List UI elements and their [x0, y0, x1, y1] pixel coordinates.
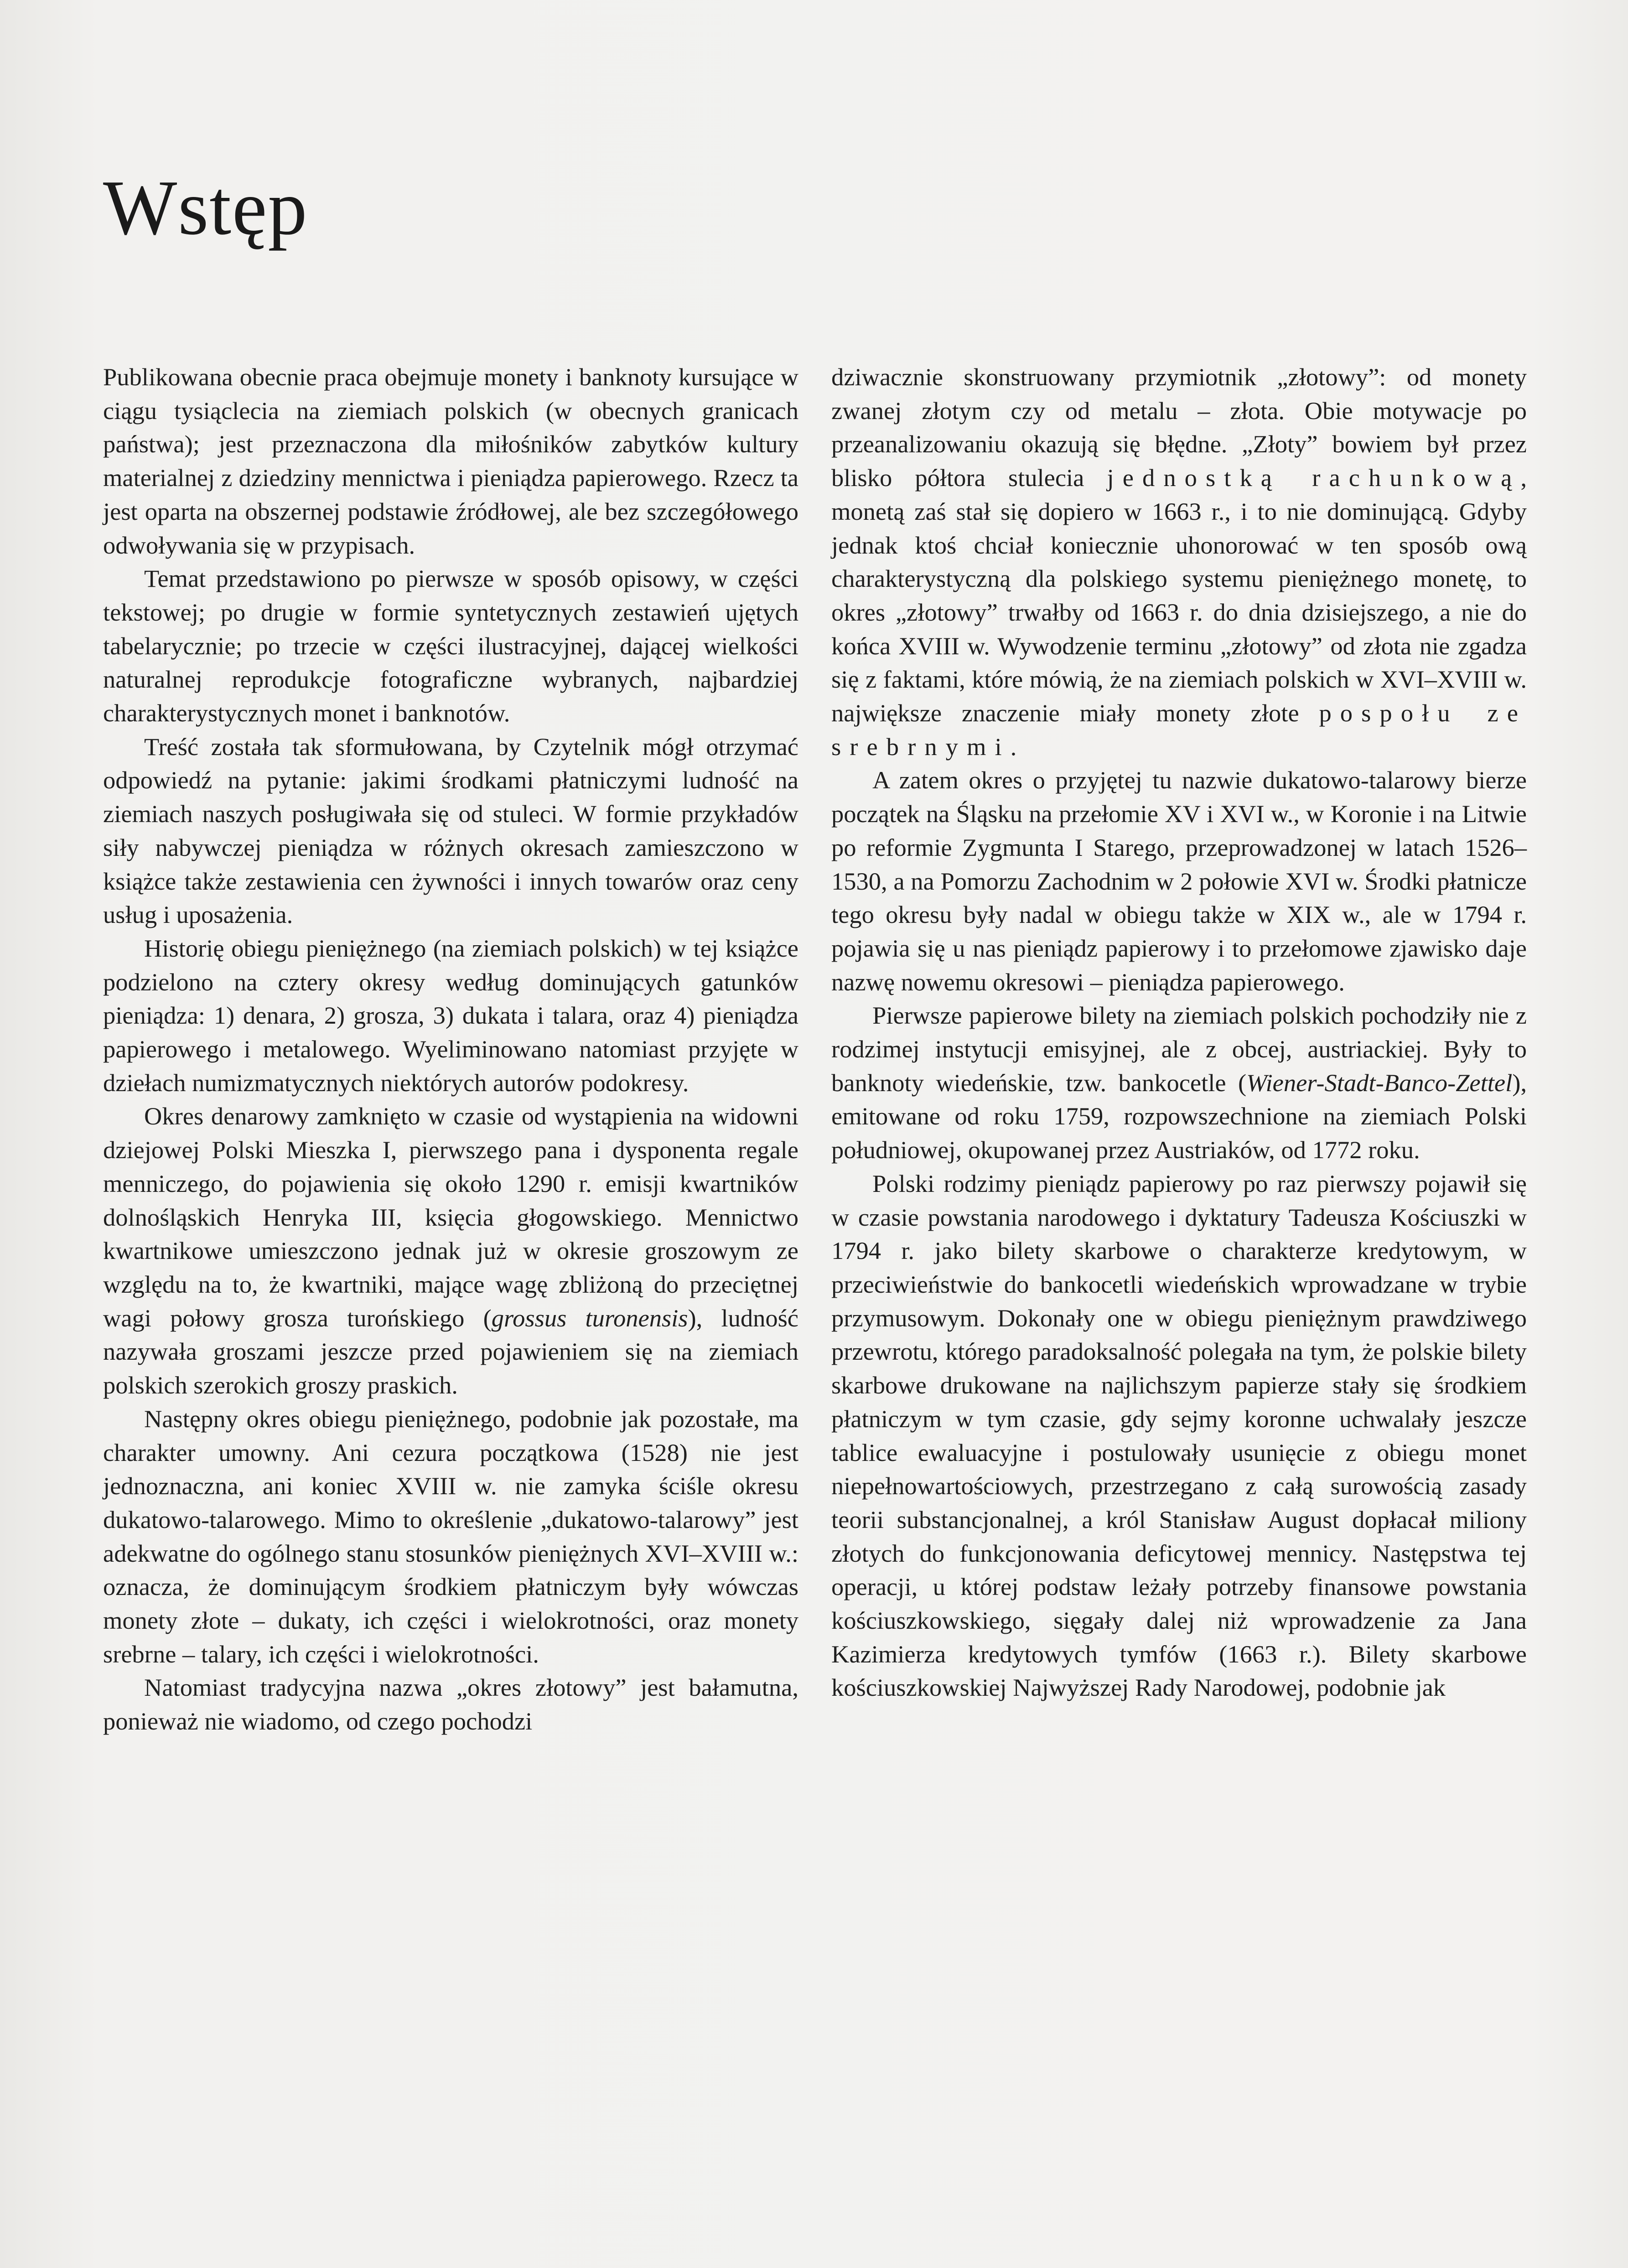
- paragraph: Historię obiegu pieniężnego (na ziemiach polskich) w tej książce podzielono na cztery okresy według dominujących gatunków pieniądza: 1) denara, 2) grosza, 3) dukata i talara, oraz 4) pieniądza papierowego i metalowego. Wyeliminowano natomiast przyjęte w dziełach numizmatycznych niektórych autorów podokresy.: [103, 934, 798, 1097]
- paragraph: [831, 360, 1527, 763]
- spaced-emphasis: pospołu ze srebrnymi: [831, 699, 1527, 761]
- text-run: .: [1010, 732, 1017, 761]
- right-text-column: [831, 360, 1527, 1704]
- left-text-column: [103, 360, 798, 1738]
- paragraph: Następny okres obiegu pieniężnego, podobnie jak pozostałe, ma charakter umowny. Ani cezura początkowa (1528) nie jest jednoznaczna, ani koniec XVIII w. nie zamyka ściśle okresu dukatowo-talarowego. Mimo to określenie „dukatowo-talarowy” jest adekwatne do ogólnego stanu stosunków pieniężnych XVI–XVIII w.: oznacza, że dominującym środkiem płatniczym były wówczas monety złote – dukaty, ich części i wielokrotności, oraz monety srebrne – talary, ich części i wielokrotności.: [103, 1404, 798, 1668]
- italic-term: grossus turonensis: [491, 1304, 688, 1332]
- text-run: ), emitowane od roku 1759, rozpowszechnione na ziemiach Polski południowej, okupowanej przez Austriaków, od 1772 roku.: [831, 1068, 1527, 1164]
- text-run: Pierwsze papierowe bilety na ziemiach polskich pochodziły nie z rodzimej instytucji emisyjnej, ale z obcej, austriackiej. Były to banknoty wiedeńskie, tzw. bankocetle (: [831, 1001, 1527, 1097]
- text-run: Okres denarowy zamknięto w czasie od wystąpienia na widowni dziejowej Polski Mieszka I, pierwszego pana i dysponenta regale menniczego, do pojawienia się około 1290 r. emisji kwartników dolnośląskich Henryka III, księcia głogowskiego. Mennictwo kwartnikowe umieszczono jednak już w okresie groszowym ze względu na to, że kwartniki, mające wagę zbliżoną do przeciętnej wagi połowy grosza turońskiego (: [103, 1102, 798, 1332]
- text-run: ), ludność nazywała groszami jeszcze przed pojawieniem się na ziemiach polskich szerokich groszy praskich.: [103, 1304, 798, 1399]
- italic-term: Wiener-Stadt-Banco-Zettel: [1246, 1068, 1513, 1097]
- text-run: , monetą zaś stał się dopiero w 1663 r., i to nie dominującą. Gdyby jednak ktoś chciał koniecznie uhonorować w ten sposób ową charakterystyczną dla polskiego systemu pieniężnego monetę, to okres „złotowy” trwałby od 1663 r. do dnia dzisiejszego, a nie do końca XVIII w. Wywodzenie terminu „złotowy” od złota nie zgadza się z faktami, które mówią, że na ziemiach polskich w XVI–XVIII w. największe znaczenie miały monety złote: [831, 464, 1527, 727]
- spaced-emphasis: jednostką rachunkową: [1107, 464, 1521, 492]
- paragraph: [103, 1099, 798, 1402]
- paragraph: Natomiast tradycyjna nazwa „okres złotowy” jest bałamutna, ponieważ nie wiadomo, od czego pochodzi: [103, 1673, 798, 1735]
- paragraph: Publikowana obecnie praca obejmuje monety i banknoty kursujące w ciągu tysiąclecia na ziemiach polskich (w obecnych granicach państwa); jest przeznaczona dla miłośników zabytków kultury materialnej z dziedziny mennictwa i pieniądza papierowego. Rzecz ta jest oparta na obszernej podstawie źródłowej, ale bez szczegółowego odwoływania się w przypisach.: [103, 363, 798, 559]
- chapter-title: Wstęp: [103, 165, 308, 251]
- paragraph: [831, 999, 1527, 1167]
- paragraph: Temat przedstawiono po pierwsze w sposób opisowy, w części tekstowej; po drugie w formie syntetycznych zestawień ujętych tabelarycznie; po trzecie w części ilustracyjnej, dającej wielkości naturalnej reprodukcje fotograficzne wybranych, najbardziej charakterystycznych monet i banknotów.: [103, 564, 798, 727]
- paragraph: Polski rodzimy pieniądz papierowy po raz pierwszy pojawił się w czasie powstania narodowego i dyktatury Tadeusza Kościuszki w 1794 r. jako bilety skarbowe o charakterze kredytowym, w przeciwieństwie do bankocetli wiedeńskich wprowadzane w trybie przymusowym. Dokonały one w obiegu pieniężnym prawdziwego przewrotu, którego paradoksalność polegała na tym, że polskie bilety skarbowe drukowane na najlichszym papierze stały się środkiem płatniczym w tym czasie, gdy sejmy koronne uchwalały jeszcze tablice ewaluacyjne i postulowały usunięcie z obiegu monet niepełnowartościowych, przestrzegano z całą surowością zasady teorii substancjonalnej, a król Stanisław August dopłacał miliony złotych do funkcjonowania deficytowej mennicy. Następstwa tej operacji, u której podstaw leżały potrzeby finansowe powstania kościuszkowskiego, sięgały dalej niż wprowadzenie za Jana Kazimierza kredytowych tymfów (1663 r.). Bilety skarbowe kościuszkowskiej Najwyższej Rady Narodowej, podobnie jak: [831, 1169, 1527, 1702]
- text-run: dziwacznie skonstruowany przymiotnik „złotowy”: od monety zwanej złotym czy od metalu – złota. Obie motywacje po przeanalizowaniu okazują się błędne. „Złoty” bowiem był przez blisko półtora stulecia: [831, 363, 1527, 492]
- paragraph: A zatem okres o przyjętej tu nazwie dukatowo-talarowy bierze początek na Śląsku na przełomie XV i XVI w., w Koronie i na Litwie po reformie Zygmunta I Starego, przeprowadzonej w latach 1526–1530, a na Pomorzu Zachodnim w 2 połowie XVI w. Środki płatnicze tego okresu były nadal w obiegu także w XIX w., ale w 1794 r. pojawia się u nas pieniądz papierowy i to przełomowe zjawisko daje nazwę nowemu okresowi – pieniądza papierowego.: [831, 766, 1527, 996]
- paragraph: Treść została tak sformułowana, by Czytelnik mógł otrzymać odpowiedź na pytanie: jakimi środkami płatniczymi ludność na ziemiach naszych posługiwała się od stuleci. W formie przykładów siły nabywczej pieniądza w różnych okresach zamieszczono w książce także zestawienia cen żywności i innych towarów oraz ceny usług i uposażenia.: [103, 732, 798, 929]
